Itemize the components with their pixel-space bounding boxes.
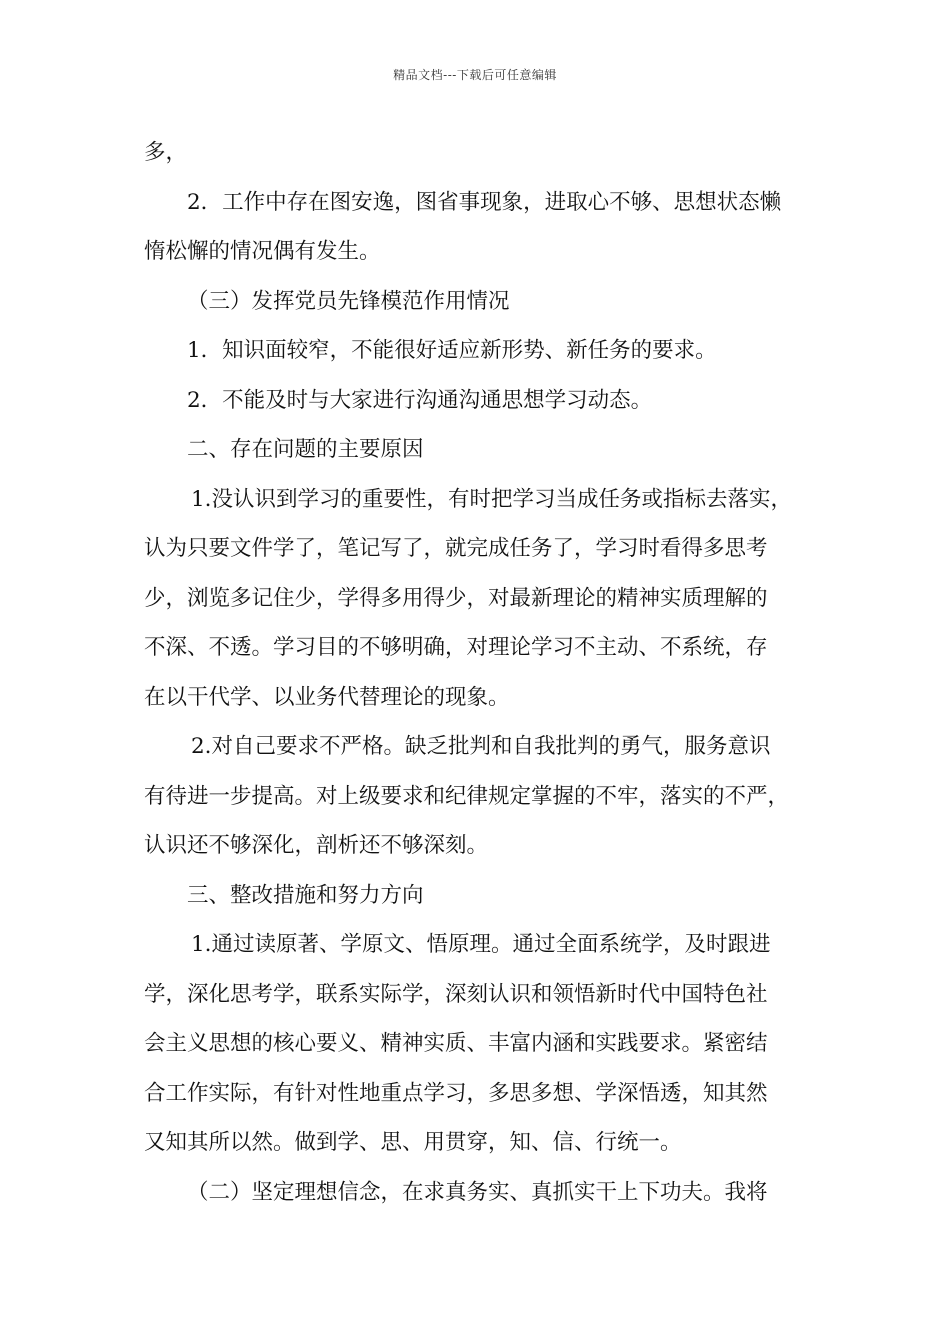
text-line: 认为只要文件学了，笔记写了，就完成任务了，学习时看得多思考: [144, 536, 768, 561]
text-line: 又知其所以然。做到学、思、用贯穿，知、信、行统一。: [144, 1130, 682, 1155]
document-body: [144, 128, 824, 1217]
text-line: 1.通过读原著、学原文、悟原理。通过全面系统学，及时跟进: [191, 932, 771, 957]
section-heading: 三、整改措施和努力方向: [187, 882, 424, 908]
section-heading: （二）坚定理想信念，在求真务实、真抓实干上下功夫。我将: [187, 1179, 768, 1205]
section-heading: （三）发挥党员先锋模范作用情况: [187, 288, 510, 314]
text-line: 惰松懈的情况偶有发生。: [144, 239, 381, 264]
text-line: 多，: [144, 140, 188, 165]
text-line: 2．不能及时与大家进行沟通沟通思想学习动态。: [187, 387, 653, 413]
text-line: 不深、不透。学习目的不够明确，对理论学习不主动、不系统，存: [144, 635, 768, 660]
text-line: 合工作实际，有针对性地重点学习，多思多想、学深悟透，知其然: [144, 1080, 768, 1106]
text-line: 2.对自己要求不严格。缺乏批判和自我批判的勇气，服务意识: [191, 734, 771, 759]
text-line: 认识还不够深化，剖析还不够深刻。: [144, 833, 489, 858]
text-line: 1．知识面较窄，不能很好适应新形势、新任务的要求。: [187, 338, 717, 363]
text-line: 在以干代学、以业务代替理论的现象。: [144, 684, 510, 710]
section-heading: 二、存在问题的主要原因: [187, 437, 424, 462]
text-line: 有待进一步提高。对上级要求和纪律规定掌握的不牢，落实的不严，: [144, 783, 790, 809]
text-line: 1.没认识到学习的重要性，有时把学习当成任务或指标去落实，: [191, 486, 793, 512]
text-line: 学，深化思考学，联系实际学，深刻认识和领悟新时代中国特色社: [144, 981, 768, 1007]
text-line: 少，浏览多记住少，学得多用得少，对最新理论的精神实质理解的: [144, 585, 768, 611]
page-header: 精品文档---下载后可任意编辑: [393, 68, 557, 82]
text-line: 会主义思想的核心要义、精神实质、丰富内涵和实践要求。紧密结: [144, 1031, 768, 1056]
text-line: 2．工作中存在图安逸，图省事现象，进取心不够、思想状态懒: [187, 189, 782, 215]
